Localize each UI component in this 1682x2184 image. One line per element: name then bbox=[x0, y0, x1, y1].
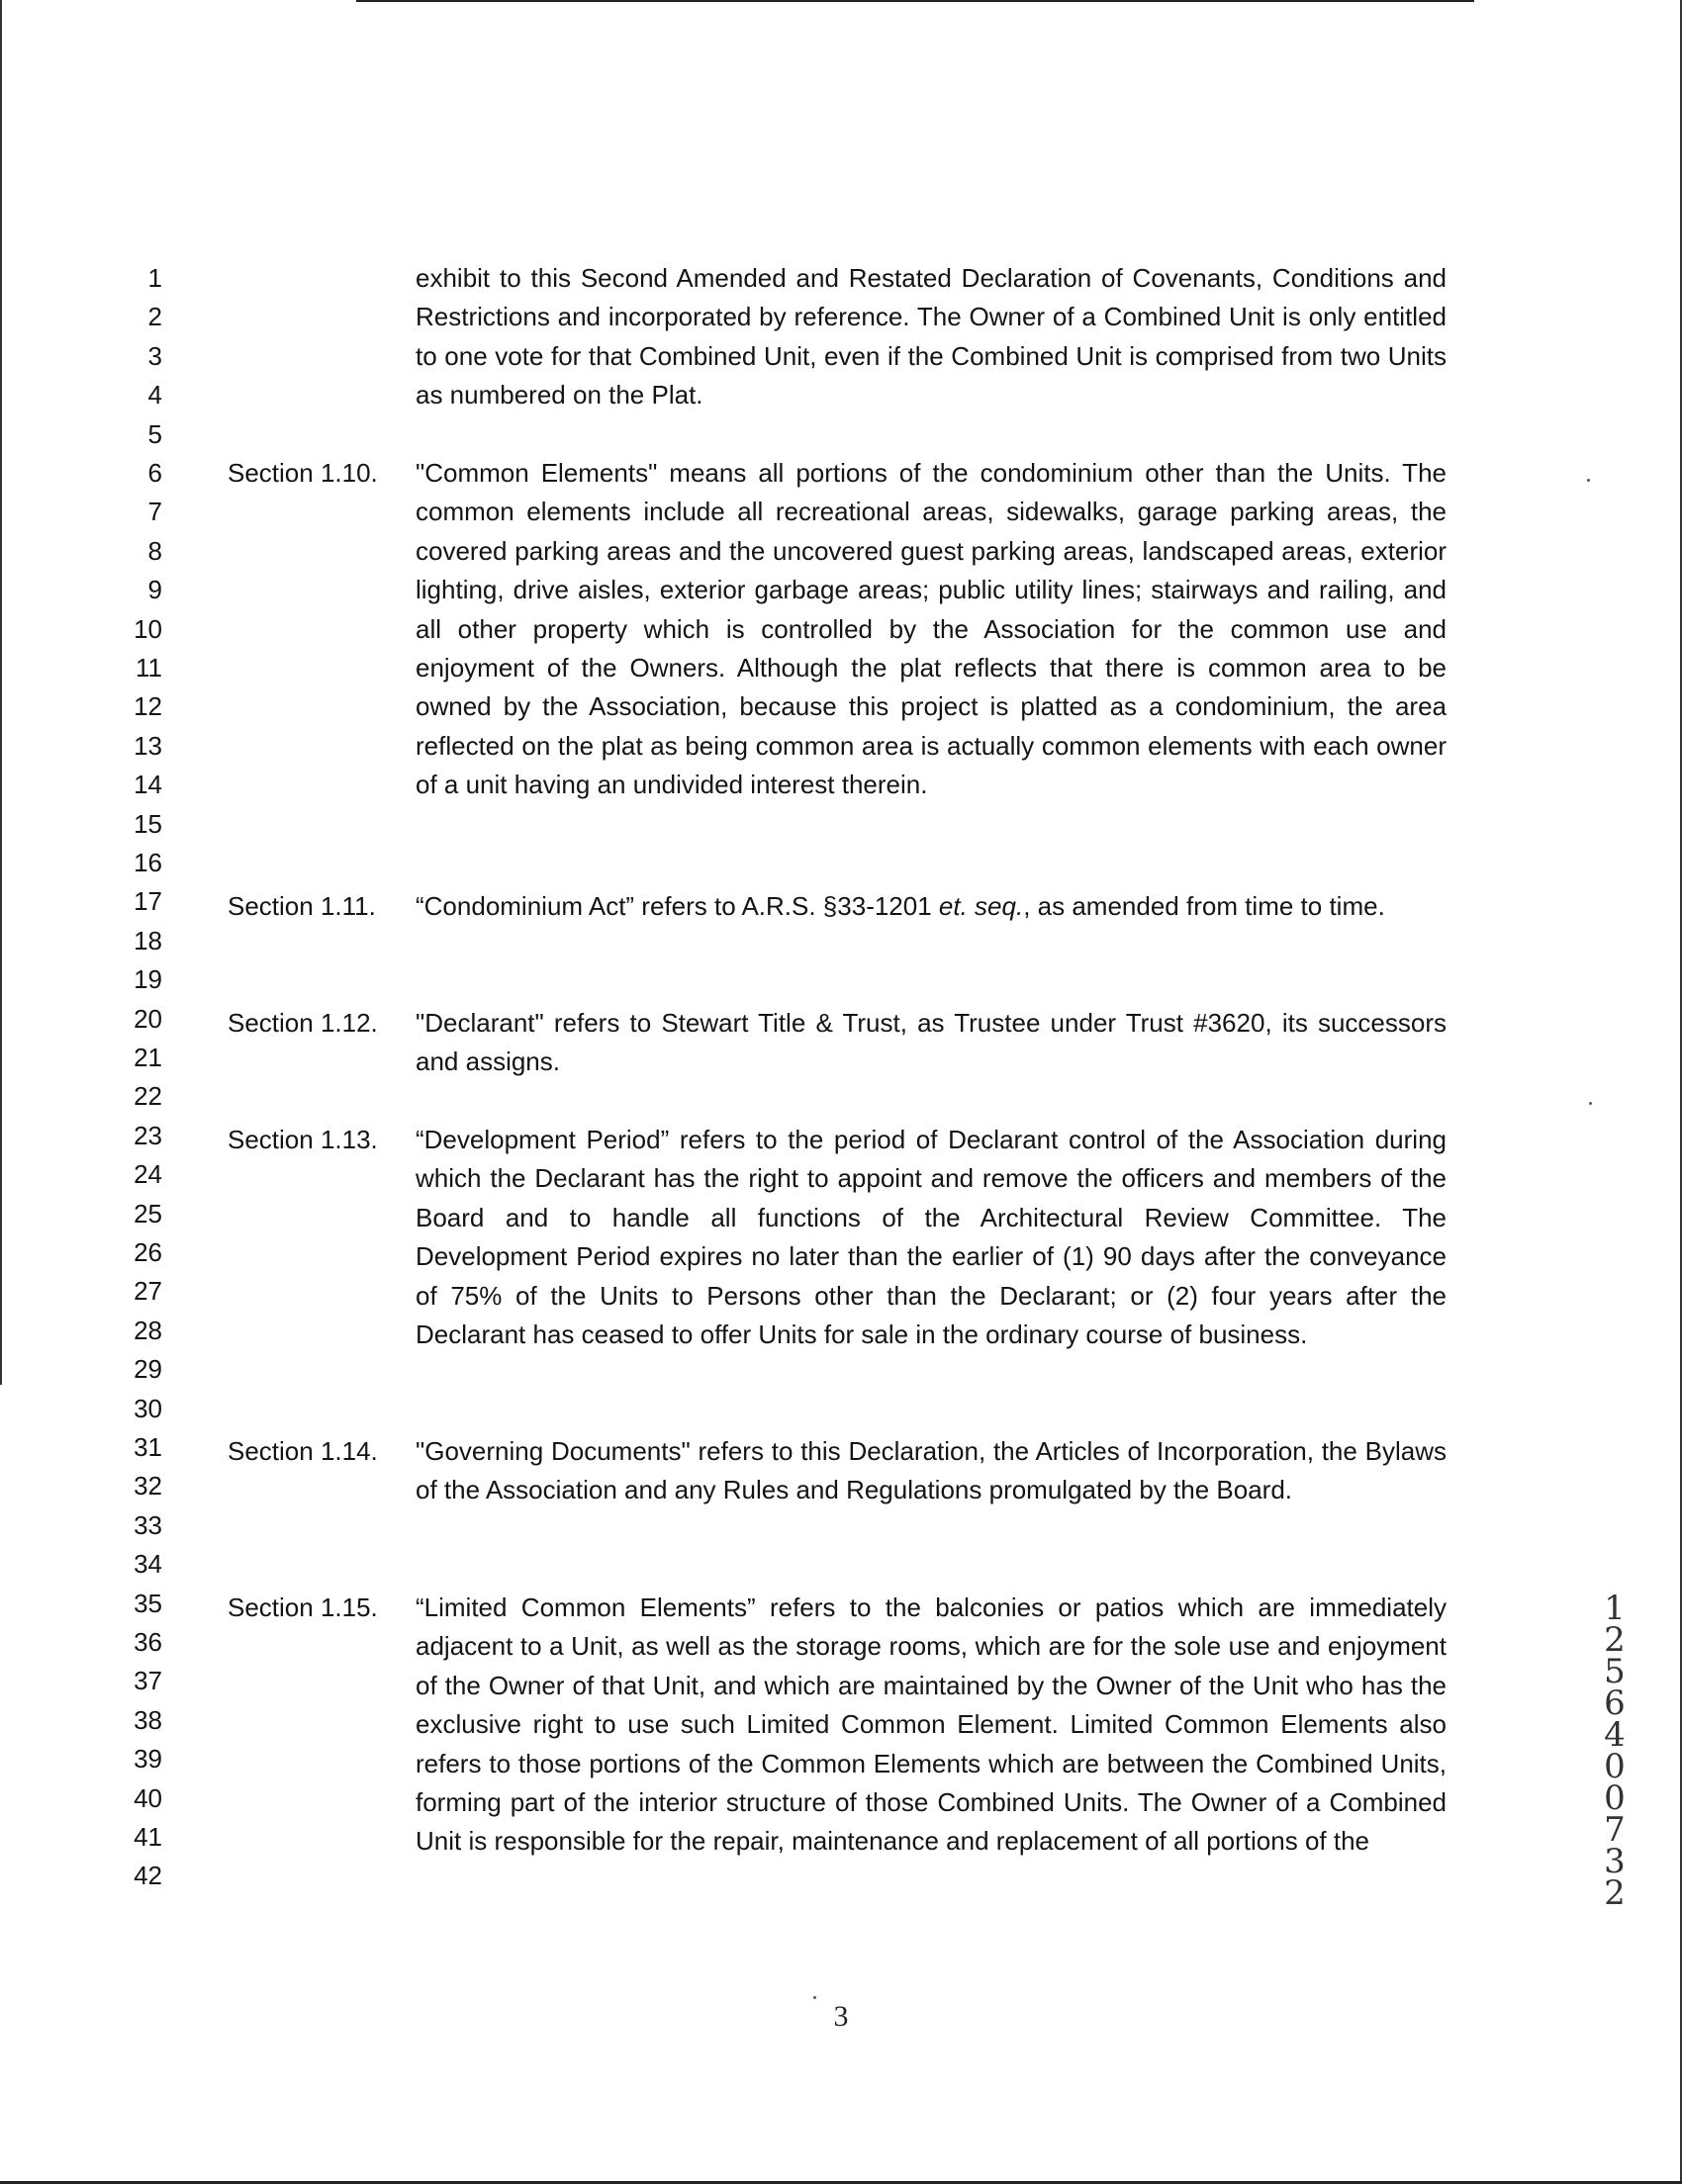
line-number: 4 bbox=[147, 380, 162, 410]
line-number: 23 bbox=[134, 1120, 162, 1150]
section-1-10-body bbox=[416, 454, 1447, 805]
line-number: 25 bbox=[134, 1198, 162, 1228]
section-1-11-text-start: “Condominium Act” refers to A.R.S. §33-1201 bbox=[416, 891, 939, 921]
line-number: 42 bbox=[134, 1861, 162, 1891]
line-number: 31 bbox=[134, 1432, 162, 1462]
section-1-14-body bbox=[416, 1432, 1447, 1510]
line-number: 13 bbox=[134, 730, 162, 761]
line-number: 16 bbox=[134, 848, 162, 877]
line-number: 27 bbox=[134, 1276, 162, 1307]
line-number: 2 bbox=[147, 302, 162, 332]
section-1-11-text bbox=[416, 887, 1447, 926]
line-number: 34 bbox=[134, 1549, 162, 1580]
scan-speck bbox=[813, 1996, 816, 1999]
section-1-15-text: “Limited Common Elements” refers to the balconies or patios which are immediately adjacent to a Unit, as well as the storage rooms, which are for the sole use and enjoyment of the Owner of that Unit, and which are maintained by the Owner of the Unit who has the exclusive right to use such Limited Common Element. Limited Common Elements also refers to those portions of the Common Elements which are between the Combined Units, forming part of the interior structure of those Combined Units. The Owner of a Combined Unit is responsible for the repair, maintenance and replacement of all portions of the bbox=[416, 1592, 1447, 1857]
line-number: 26 bbox=[134, 1237, 162, 1267]
line-number: 6 bbox=[147, 458, 162, 488]
page-number: 3 bbox=[833, 2000, 849, 2033]
line-number: 11 bbox=[136, 653, 162, 682]
line-number: 20 bbox=[134, 1003, 162, 1034]
section-1-12-label: Section 1.12. bbox=[228, 1008, 378, 1038]
line-number: 9 bbox=[147, 575, 162, 605]
line-number: 38 bbox=[134, 1704, 162, 1735]
line-number: 32 bbox=[134, 1471, 162, 1502]
scan-speck bbox=[1589, 1102, 1592, 1105]
scan-edge-top bbox=[356, 0, 1474, 2]
line-number: 24 bbox=[134, 1159, 162, 1190]
section-1-10-text: "Common Elements" means all portions of the condominium other than the Units. The common elements include all recreational areas, sidewalks, garage parking areas, the covered parking areas and the uncovered guest parking areas, landscaped areas, exterior lighting, drive aisles, exterior garbage areas; public utility lines; stairways and railing, and all other property which is controlled by the Association for the common use and enjoyment of the Owners. Although the plat reflects that there is common area to be owned by the Association, because this project is platted as a condominium, the area reflected on the plat as being common area is actually common elements with each owner of a unit having an undivided interest therein. bbox=[416, 458, 1447, 800]
section-1-13-label: Section 1.13. bbox=[228, 1125, 378, 1154]
line-number: 18 bbox=[134, 925, 162, 956]
line-number: 29 bbox=[134, 1354, 162, 1385]
line-number: 30 bbox=[134, 1393, 162, 1423]
line-number: 17 bbox=[134, 886, 162, 917]
line-number: 37 bbox=[134, 1666, 162, 1696]
line-number: 12 bbox=[134, 691, 162, 722]
line-number: 15 bbox=[134, 808, 162, 839]
section-1-11-label: Section 1.11. bbox=[228, 891, 376, 921]
line-number: 1 bbox=[147, 263, 162, 293]
intro-paragraph bbox=[416, 259, 1447, 415]
line-number: 8 bbox=[147, 535, 162, 566]
section-1-11-text-end: , as amended from time to time. bbox=[1023, 891, 1385, 921]
line-number: 22 bbox=[134, 1081, 162, 1112]
intro-text: exhibit to this Second Amended and Restated Declaration of Covenants, Conditions and Restrictions and incorporated by reference. The Owner of a Combined Unit is only entitled to one vote for that Combined Unit, even if the Combined Unit is comprised from two Units as numbered on the Plat. bbox=[416, 263, 1447, 410]
line-number: 10 bbox=[134, 613, 162, 644]
line-number: 36 bbox=[134, 1627, 162, 1657]
section-1-14-label: Section 1.14. bbox=[228, 1436, 378, 1466]
section-1-13-body bbox=[416, 1121, 1447, 1354]
line-number: 39 bbox=[134, 1744, 162, 1774]
recording-number-stamp: 12564 00732 bbox=[1604, 1589, 1626, 1913]
section-1-14-text: "Governing Documents" refers to this Declaration, the Articles of Incorporation, the Bylaws of the Association and any Rules and Regulations promulgated by the Board. bbox=[416, 1436, 1447, 1505]
section-1-15-body bbox=[416, 1589, 1447, 1862]
line-number: 40 bbox=[134, 1782, 162, 1813]
line-number: 28 bbox=[134, 1315, 162, 1345]
line-number: 5 bbox=[147, 418, 162, 449]
section-1-10-label: Section 1.10. bbox=[228, 458, 378, 488]
scan-speck bbox=[1587, 479, 1590, 482]
section-1-11-body bbox=[416, 887, 1447, 926]
line-number: 35 bbox=[134, 1588, 162, 1618]
line-number: 14 bbox=[134, 770, 162, 800]
line-number: 41 bbox=[134, 1822, 162, 1852]
section-1-13-text: “Development Period” refers to the period of Declarant control of the Association during which the Declarant has the right to appoint and remove the officers and members of the Board and to handle all functions of the Architectural Review Committee. The Development Period expires no later than the earlier of (1) 90 days after the conveyance of 75% of the Units to Persons other than the Declarant; or (2) four years after the Declarant has ceased to offer Units for sale in the ordinary course of business. bbox=[416, 1125, 1447, 1350]
section-1-12-body bbox=[416, 1004, 1447, 1082]
line-number: 21 bbox=[134, 1043, 162, 1072]
section-1-11-text-italic: et. seq. bbox=[938, 891, 1024, 921]
line-number: 7 bbox=[147, 497, 162, 527]
section-1-15-label: Section 1.15. bbox=[228, 1592, 378, 1622]
line-number: 3 bbox=[147, 340, 162, 371]
scan-edge-left bbox=[0, 0, 2, 1385]
section-1-12-text: "Declarant" refers to Stewart Title & Trust, as Trustee under Trust #3620, its successors and assigns. bbox=[416, 1008, 1447, 1077]
line-number: 19 bbox=[134, 964, 162, 995]
line-number: 33 bbox=[134, 1509, 162, 1540]
